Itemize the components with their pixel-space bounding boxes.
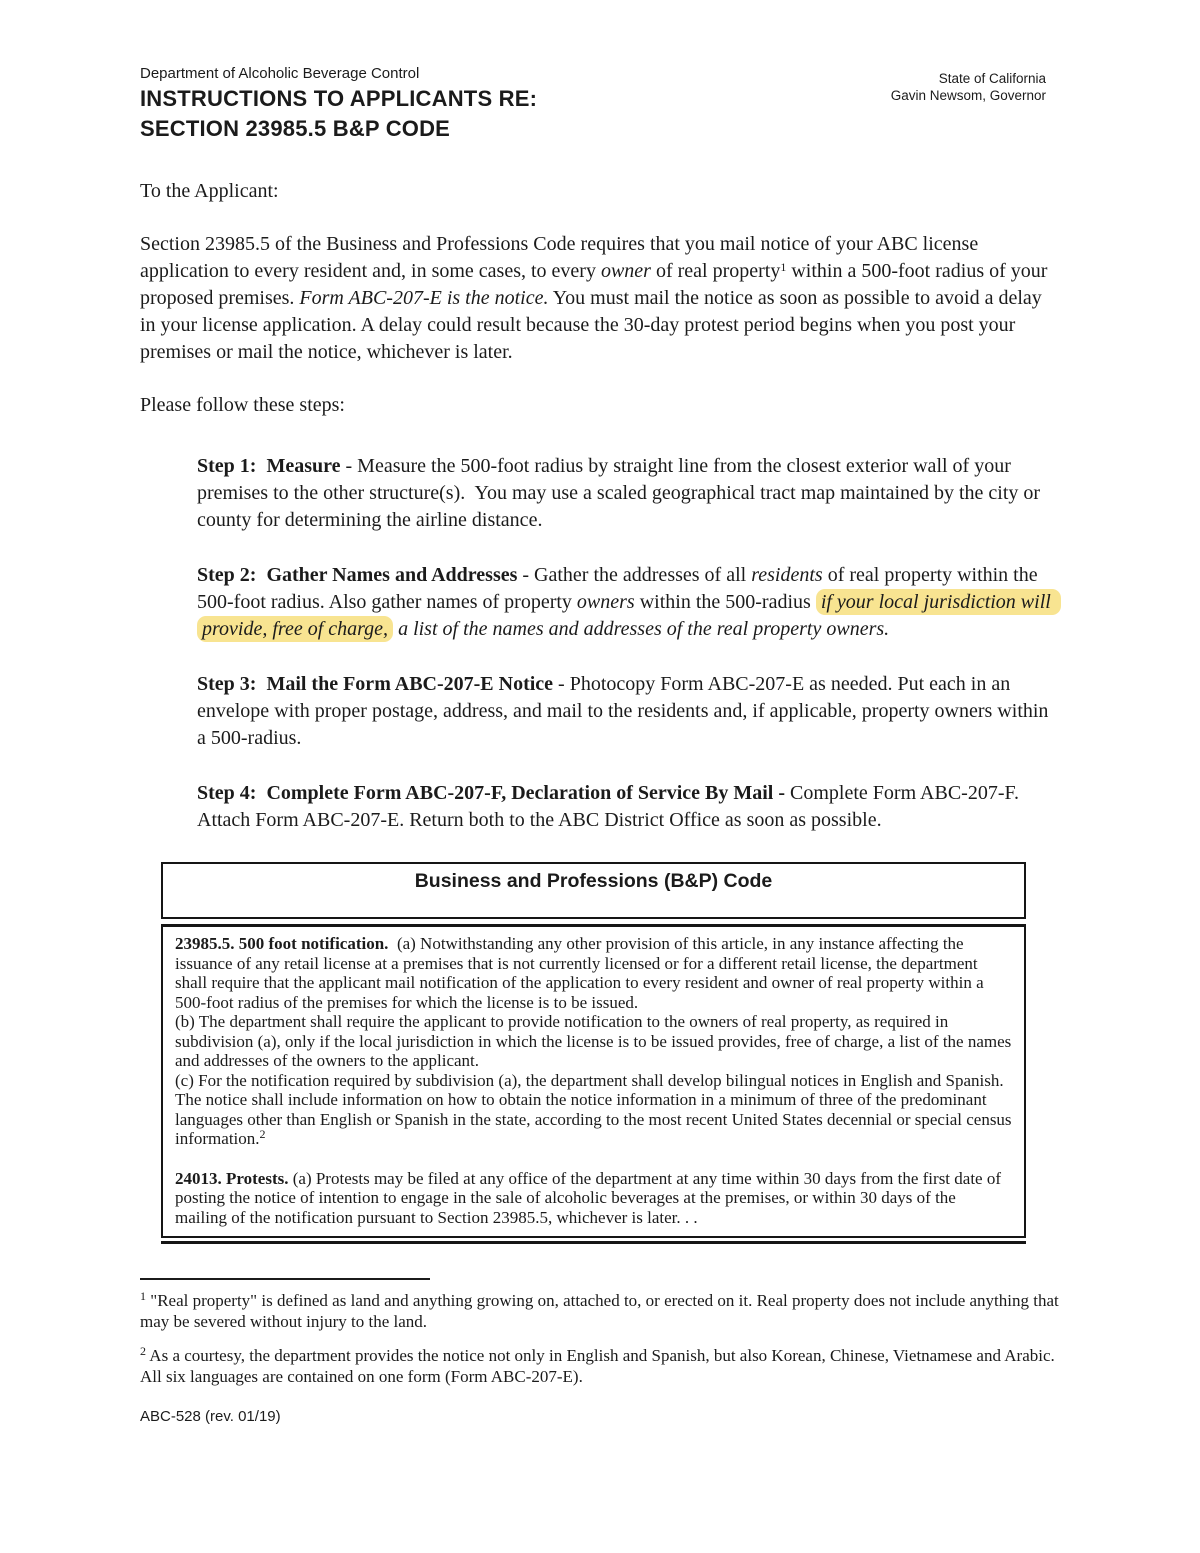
salutation: To the Applicant: <box>140 180 279 202</box>
step-3: Step 3: Mail the Form ABC-207-E Notice - Photocopy Form ABC-207-E as needed. Put each in an envelope with proper postage, address, and mail to the residents and, if applicable, property owners within a 500-radius. <box>197 673 1054 749</box>
footnotes-section <box>140 1278 1063 1387</box>
footnote-ref-1: 1 <box>780 260 787 274</box>
bp-code-title-box <box>161 862 1026 919</box>
footnote-2-marker: 2 <box>140 1344 146 1358</box>
document-title-line1: INSTRUCTIONS TO APPLICANTS RE: <box>140 86 538 111</box>
code-24013-paragraph: 24013. Protests. (a) Protests may be filed at any office of the department at any time within 30 days from the first date of posting the notice of intention to engage in the sale of alcoholic beverages at the premises, or within 30 days of the mailing of the notification pursuant to Section 23985.5, whichever is later. . . <box>175 1168 1006 1227</box>
bp-code-section <box>161 862 1026 1238</box>
highlighted-phrase: if your local jurisdiction will provide, free of charge, <box>197 589 1061 642</box>
form-number: ABC-528 (rev. 01/19) <box>140 1408 281 1425</box>
follow-steps-line: Please follow these steps: <box>140 394 345 416</box>
footnote-1-marker: 1 <box>140 1289 146 1303</box>
footnote-1: $^1$ "Real property" is defined as land and anything growing on, attached to, or erected on it. Real property does not include anything that may be severed without injury to the land. <box>140 1289 1063 1331</box>
step-1-label: Step 1: Measure <box>197 455 341 477</box>
header-right-block <box>891 64 1060 104</box>
governor-label: Gavin Newsom, Governor <box>890 88 1046 103</box>
step-2: Step 2: Gather Names and Addresses - Gather the addresses of all residents of real property within the 500-foot radius. Also gather names of property owners within the 500-radius if your local jurisdiction will provide, free of charge, a list of the names and addresses of the real property owners. <box>197 562 1060 643</box>
step-1: Step 1: Measure - Measure the 500-foot radius by straight line from the closest exterior wall of your premises to the other structure(s). You may use a scaled geographical tract map maintained by the city or county for determining the airline distance. <box>197 455 1046 531</box>
department-name: Department of Alcoholic Beverage Control <box>140 65 420 82</box>
document-title-line2: SECTION 23985.5 B&P CODE <box>140 116 451 141</box>
step-2-label: Step 2: Gather Names and Addresses <box>197 564 518 586</box>
state-label: State of California <box>938 71 1046 86</box>
code-23985-paragraph-b: (b) The department shall require the applicant to provide notification to the owners of real property, as required in subdivision (a), only if the local jurisdiction in which the license is to be issued provides, free of charge, a list of the names and addresses of the owners to the applicant. <box>175 1012 1016 1070</box>
code-24013-label: 24013. Protests. <box>175 1168 289 1188</box>
footnote-2: $^2$ As a courtesy, the department provides the notice not only in English and Spanish, but also Korean, Chinese, Vietnamese and Arabic. All six languages are contained on one form (Form ABC-207-E). <box>140 1344 1063 1386</box>
footnote-divider <box>140 1278 430 1280</box>
code-23985-paragraph-c: (c) For the notification required by subdivision (a), the department shall develop bilingual notices in English and Spanish. The notice shall include information on how to obtain the notice information in a minimum of three of the predominant languages other than English or Spanish in the state, according to the most recent United States decennial or special census information.$^2$ <box>175 1070 1016 1148</box>
footnote-ref-2: 2 <box>259 1127 266 1141</box>
code-23985-label: 23985.5. 500 foot notification. <box>175 934 389 953</box>
step-4-label: Step 4: Complete Form ABC-207-F, Declaration of Service By Mail - <box>197 782 791 804</box>
step-3-label: Step 3: Mail the Form ABC-207-E Notice <box>197 673 554 695</box>
code-23985-paragraph-a: 23985.5. 500 foot notification. (a) Notwithstanding any other provision of this article, in any instance affecting the issuance of any retail license at a premises that is not currently licensed or for a different retail license, the department shall require that the applicant mail notification of the application to every resident and owner of real property within a 500-foot radius of the premises for which the license is to be issued. <box>175 934 988 1012</box>
intro-paragraph: Section 23985.5 of the Business and Professions Code requires that you mail notice of your ABC license application to every resident and, in some cases, to every owner of real property$^1$ within a 500-foot radius of your proposed premises. Form ABC-207-E is the notice. You must mail the notice as soon as possible to avoid a delay in your license application. A delay could result because the 30-day protest period begins when you post your premises or mail the notice, whichever is later. <box>140 233 1053 363</box>
bp-code-content-box <box>161 924 1026 1238</box>
bp-code-title: Business and Professions (B&P) Code <box>414 870 773 892</box>
header-left-block <box>140 64 537 144</box>
document-header <box>140 64 1060 144</box>
step-4: Step 4: Complete Form ABC-207-F, Declaration of Service By Mail - Complete Form ABC-207-F. Attach Form ABC-207-E. Return both to the ABC District Office as soon as possible. <box>197 782 1023 831</box>
steps-list <box>140 453 1060 834</box>
